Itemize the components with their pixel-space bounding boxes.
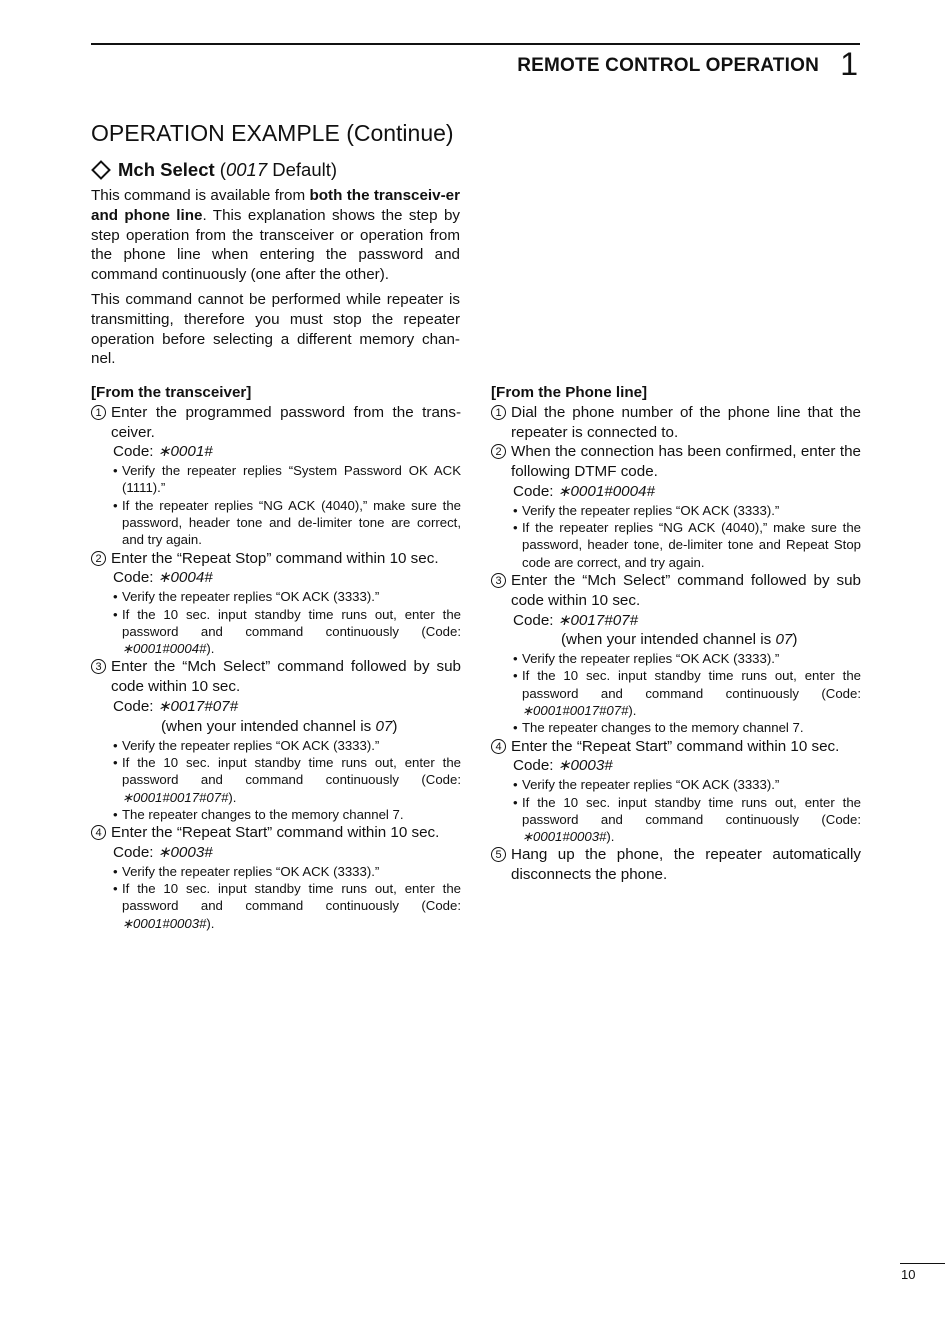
code-value: ∗0003#: [157, 843, 213, 861]
code-label: Code:: [113, 443, 158, 461]
code-value: ∗0001#0004#: [557, 482, 655, 500]
bullet-text: ).: [606, 829, 615, 845]
diamond-icon: [91, 160, 111, 180]
bullet-code: ∗0001#0004#: [122, 641, 207, 657]
step-number: 4: [91, 825, 106, 840]
step-item: [491, 571, 861, 611]
bullet-item: • If the repeater replies “NG ACK (4040),” make sure the password, header tone and de-limiter tone are correct, and try again.: [113, 497, 461, 548]
bullet-text: The repeater changes to the memory channel 7.: [522, 720, 804, 736]
bullet-item: • Verify the repeater replies “OK ACK (3333).”: [113, 589, 380, 605]
code-label: Code:: [513, 611, 558, 629]
step-text: Enter the “Repeat Start” command within 10 sec.: [111, 824, 440, 842]
step-number: 2: [491, 444, 506, 459]
bullet-item: • Verify the repeater replies “System Password OK ACK (1111).”: [113, 463, 461, 496]
step-item: [491, 403, 861, 443]
subsection-title: [91, 159, 337, 181]
note-text: ): [392, 717, 398, 735]
intro-paragraph-2: This command cannot be performed while repeater is transmitting, therefore you must stop the repeater operation before selecting a different memory chan-nel.: [91, 291, 460, 368]
bullet-text: If the 10 sec. input standby time runs out, enter the password and command continuously (Code:: [522, 794, 861, 827]
bullet-text: ).: [228, 789, 237, 805]
bullet-text: If the 10 sec. input standby time runs out, enter the password and command continuously (Code:: [122, 606, 461, 639]
header-title: REMOTE CONTROL OPERATION: [517, 55, 819, 76]
section-title: OPERATION EXAMPLE (Continue): [91, 120, 454, 146]
phone-line-column: [491, 383, 861, 885]
bullet-item: • If the 10 sec. input standby time runs out, enter the password and command continuously (Code: ∗0001#0017#07#).: [513, 668, 861, 719]
bullet-text: Verify the repeater replies “OK ACK (3333).”: [522, 651, 780, 667]
step-text: Hang up the phone, the repeater automatically disconnects the phone.: [511, 846, 861, 884]
intro-paragraph-1: [91, 186, 460, 285]
step-number: 1: [491, 405, 506, 420]
page-number-rule: [900, 1263, 945, 1264]
code-label: Code:: [113, 843, 158, 861]
code-label: Code:: [513, 757, 558, 775]
bullet-text: ).: [628, 703, 637, 719]
subsection-name: Mch Select: [118, 159, 215, 180]
step-item: [491, 845, 861, 885]
code-label: Code:: [113, 569, 158, 587]
transceiver-column: [91, 383, 461, 932]
code-line: [491, 482, 861, 502]
intro-text: This command is available from: [91, 187, 310, 204]
step-number: 3: [91, 659, 106, 674]
bullet-item: • If the 10 sec. input standby time runs out, enter the password and command continuously (Code: ∗0001#0003#).: [513, 794, 861, 845]
step-item: [91, 657, 461, 697]
bullet-text: If the 10 sec. input standby time runs out, enter the password and command continuously (Code:: [522, 668, 861, 701]
step-number: 2: [91, 551, 106, 566]
bullet-item: • If the 10 sec. input standby time runs out, enter the password and command continuously (Code: ∗0001#0004#).: [113, 606, 461, 657]
bullet-item: • Verify the repeater replies “OK ACK (3333).”: [513, 502, 780, 518]
intro-bold: both the transceiv-er and phone line: [91, 187, 460, 224]
step-number: 4: [491, 739, 506, 754]
bullet-text: Verify the repeater replies “System Password OK ACK (1111).”: [122, 463, 461, 496]
step-item: [491, 737, 861, 757]
step-item: [91, 549, 461, 569]
bullet-item: • If the repeater replies “NG ACK (4040),” make sure the password, header tone, de-limiter tone and Repeat Stop code are correct, and try again.: [513, 520, 861, 570]
subsection-suffix: Default): [267, 159, 338, 180]
code-value: ∗0004#: [157, 569, 213, 587]
code-value: ∗0017#07#: [157, 698, 239, 716]
bullet-item: • Verify the repeater replies “OK ACK (3333).”: [513, 777, 780, 793]
step-item: [491, 442, 861, 482]
step-text: Enter the “Mch Select” command followed by sub code within 10 sec.: [111, 658, 461, 696]
column-heading: [From the Phone line]: [491, 384, 648, 401]
channel-note: [91, 717, 461, 737]
note-channel: 07: [375, 717, 393, 735]
code-value: ∗0003#: [557, 757, 613, 775]
step-number: 3: [491, 573, 506, 588]
bullet-text: If the repeater replies “NG ACK (4040),” make sure the password, header tone and de-limiter tone are correct, and try again.: [122, 497, 461, 548]
bullet-text: Verify the repeater replies “OK ACK (3333).”: [522, 502, 780, 518]
note-text: (when your intended channel is: [161, 717, 376, 735]
page-number: 10: [901, 1267, 916, 1282]
subsection-code: 0017: [225, 159, 268, 180]
bullet-item: • Verify the repeater replies “OK ACK (3333).”: [113, 863, 380, 879]
column-heading: [From the transceiver]: [91, 384, 252, 401]
code-line: [91, 843, 461, 863]
code-value: ∗0017#07#: [557, 611, 639, 629]
step-number: 1: [91, 405, 106, 420]
note-channel: 07: [775, 631, 793, 649]
bullet-text: ).: [206, 641, 215, 657]
code-value: ∗0001#: [157, 443, 213, 461]
code-line: [91, 697, 461, 717]
bullet-text: If the repeater replies “NG ACK (4040),” make sure the password, header tone, de-limiter tone and Repeat Stop code are correct, and try again.: [522, 520, 861, 570]
bullet-text: The repeater changes to the memory channel 7.: [122, 806, 404, 822]
bullet-text: Verify the repeater replies “OK ACK (3333).”: [122, 589, 380, 605]
bullet-text: Verify the repeater replies “OK ACK (3333).”: [122, 863, 380, 879]
bullet-text: Verify the repeater replies “OK ACK (3333).”: [122, 737, 380, 753]
step-text: Enter the “Mch Select” command followed by sub code within 10 sec.: [511, 571, 861, 609]
intro-text: . This explanation shows the step by step operation from the transceiver or operation from the phone line when entering the password and command continuously (one after the other).: [91, 206, 460, 284]
channel-note: [491, 630, 861, 650]
code-label: Code:: [113, 698, 158, 716]
code-line: [91, 568, 461, 588]
subsection-paren: (: [219, 159, 226, 180]
bullet-text: Verify the repeater replies “OK ACK (3333).”: [522, 777, 780, 793]
code-line: [491, 756, 861, 776]
bullet-item: • Verify the repeater replies “OK ACK (3333).”: [513, 651, 780, 667]
note-text: (when your intended channel is: [561, 631, 776, 649]
code-line: [91, 442, 461, 462]
note-text: ): [792, 631, 798, 649]
step-text: Enter the “Repeat Start” command within 10 sec.: [511, 737, 840, 755]
step-text: When the connection has been confirmed, enter the following DTMF code.: [511, 443, 861, 481]
bullet-item: • Verify the repeater replies “OK ACK (3333).”: [113, 737, 380, 753]
bullet-item: • If the 10 sec. input standby time runs out, enter the password and command continuously (Code: ∗0001#0003#).: [113, 881, 461, 931]
bullet-code: ∗0001#0017#07#: [522, 703, 629, 719]
bullet-text: If the 10 sec. input standby time runs out, enter the password and command continuously (Code:: [122, 754, 461, 788]
bullet-code: ∗0001#0017#07#: [122, 789, 229, 805]
step-item: [91, 403, 461, 443]
bullet-code: ∗0001#0003#: [522, 829, 607, 845]
step-text: Enter the “Repeat Stop” command within 10 sec.: [111, 549, 439, 567]
code-label: Code:: [513, 482, 558, 500]
bullet-item: • If the 10 sec. input standby time runs out, enter the password and command continuously (Code: ∗0001#0017#07#).: [113, 754, 461, 805]
code-line: [491, 611, 861, 631]
step-item: [91, 823, 461, 843]
step-text: Enter the programmed password from the trans-ceiver.: [111, 403, 461, 441]
step-text: Dial the phone number of the phone line that the repeater is connected to.: [511, 403, 861, 441]
chapter-number: 1: [840, 46, 858, 82]
bullet-text: ).: [206, 915, 215, 931]
bullet-text: If the 10 sec. input standby time runs out, enter the password and command continuously (Code:: [122, 881, 461, 914]
bullet-item: • The repeater changes to the memory channel 7.: [513, 720, 804, 736]
top-rule: [91, 43, 860, 45]
bullet-item: • The repeater changes to the memory channel 7.: [113, 806, 404, 822]
step-number: 5: [491, 847, 506, 862]
bullet-code: ∗0001#0003#: [122, 915, 207, 931]
